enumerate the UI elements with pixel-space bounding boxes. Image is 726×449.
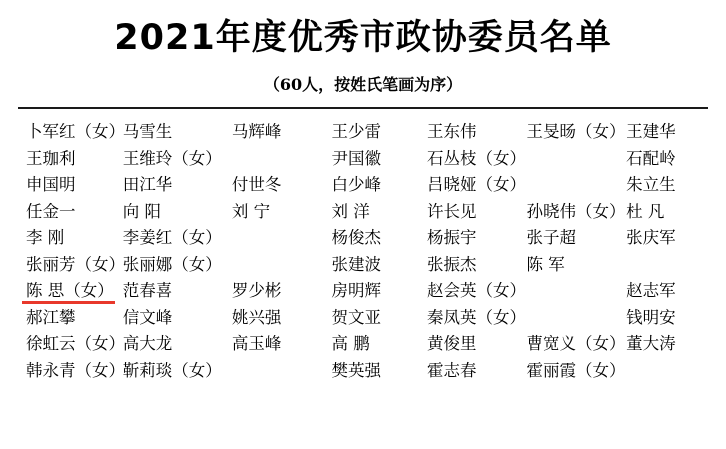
name-cell xyxy=(626,358,708,385)
name-cell: 罗少彬 xyxy=(231,281,282,301)
table-row xyxy=(18,146,708,173)
name-cell: 张振杰 xyxy=(426,254,477,274)
name-cell: 范春喜 xyxy=(122,281,173,301)
name-cell: 李 刚 xyxy=(26,228,65,248)
name-cell: 郝江攀 xyxy=(26,307,76,327)
name-cell: 尹国徽 xyxy=(331,148,381,168)
name-cell: 张丽芳（女） xyxy=(26,254,125,274)
name-cell: 赵志军 xyxy=(626,281,676,301)
name-cell: 徐虹云（女） xyxy=(26,334,125,354)
red-underline xyxy=(22,301,115,304)
name-cell: 靳莉琰（女） xyxy=(122,360,222,380)
name-cell: 石丛枝（女） xyxy=(426,148,526,168)
name-cell: 姚兴强 xyxy=(231,307,282,327)
table-row xyxy=(18,358,708,385)
name-cell: 孙晓伟（女） xyxy=(526,201,626,221)
name-cell: 石配岭 xyxy=(626,148,676,168)
name-cell: 刘 宁 xyxy=(231,201,271,221)
name-cell: 张庆军 xyxy=(626,228,676,248)
name-cell: 杜 凡 xyxy=(626,201,665,221)
name-cell: 王珈利 xyxy=(26,148,76,168)
highlighted-name-text: 陈 思（女） xyxy=(26,281,114,301)
name-cell: 张建波 xyxy=(331,254,381,274)
name-cell: 马雪生 xyxy=(122,122,173,142)
page-title: 2021年度优秀市政协委员名单 xyxy=(114,18,612,58)
name-cell: 董大涛 xyxy=(626,334,676,354)
name-cell: 李姜红（女） xyxy=(122,228,222,248)
name-cell xyxy=(626,252,708,279)
name-cell xyxy=(232,252,332,279)
name-cell: 王旻旸（女） xyxy=(526,122,626,142)
name-cell xyxy=(232,358,332,385)
name-cell: 杨俊杰 xyxy=(331,228,381,248)
name-cell: 向 阳 xyxy=(122,201,161,221)
name-cell xyxy=(232,225,332,252)
page-subtitle: （60人，按姓氏笔画为序） xyxy=(263,75,463,95)
name-cell: 王东伟 xyxy=(426,122,477,142)
name-cell: 白少峰 xyxy=(331,175,381,195)
name-cell xyxy=(527,172,627,199)
name-list-table xyxy=(18,119,708,384)
table-row xyxy=(18,225,708,252)
name-cell: 高大龙 xyxy=(122,334,173,354)
name-cell: 高 鹏 xyxy=(331,334,370,354)
name-cell xyxy=(527,278,627,305)
name-cell: 吕晓娅（女） xyxy=(426,175,526,195)
name-cell: 高玉峰 xyxy=(231,334,282,354)
name-cell: 付世冬 xyxy=(231,175,282,195)
name-cell: 许长见 xyxy=(426,201,477,221)
table-row xyxy=(18,119,708,146)
table-row xyxy=(18,305,708,332)
name-cell-highlighted xyxy=(18,278,123,305)
name-cell: 王建华 xyxy=(626,122,676,142)
name-cell: 贺文亚 xyxy=(331,307,381,327)
name-cell: 黄俊里 xyxy=(426,334,477,354)
name-cell xyxy=(527,305,627,332)
name-cell: 赵会英（女） xyxy=(426,281,526,301)
name-cell: 杨振宇 xyxy=(426,228,477,248)
name-cell: 房明辉 xyxy=(331,281,381,301)
name-cell: 王少雷 xyxy=(331,122,381,142)
name-cell: 卜军红（女） xyxy=(26,122,125,142)
name-cell: 刘 洋 xyxy=(331,201,370,221)
name-cell: 张丽娜（女） xyxy=(122,254,222,274)
divider-rule xyxy=(18,107,708,109)
document-page xyxy=(0,18,726,449)
name-cell: 霍志春 xyxy=(426,360,477,380)
name-cell: 张子超 xyxy=(526,228,577,248)
name-cell: 陈 军 xyxy=(526,254,565,274)
table-row xyxy=(18,172,708,199)
name-cell: 信文峰 xyxy=(122,307,173,327)
name-cell: 霍丽霞（女） xyxy=(526,360,626,380)
name-cell: 王维玲（女） xyxy=(122,148,222,168)
name-cell: 田江华 xyxy=(122,175,173,195)
name-cell: 樊英强 xyxy=(331,360,381,380)
name-cell xyxy=(527,146,627,173)
name-cell: 马辉峰 xyxy=(231,122,282,142)
name-cell: 韩永青（女） xyxy=(26,360,125,380)
name-cell: 钱明安 xyxy=(626,307,676,327)
name-cell xyxy=(232,146,332,173)
name-cell: 申国明 xyxy=(26,175,76,195)
table-row xyxy=(18,199,708,226)
table-row xyxy=(18,252,708,279)
name-cell: 秦凤英（女） xyxy=(426,307,526,327)
name-cell: 曹宽义（女） xyxy=(526,334,626,354)
name-cell: 朱立生 xyxy=(626,175,676,195)
name-cell: 任金一 xyxy=(26,201,76,221)
table-row-highlighted xyxy=(18,278,708,305)
table-row xyxy=(18,331,708,358)
